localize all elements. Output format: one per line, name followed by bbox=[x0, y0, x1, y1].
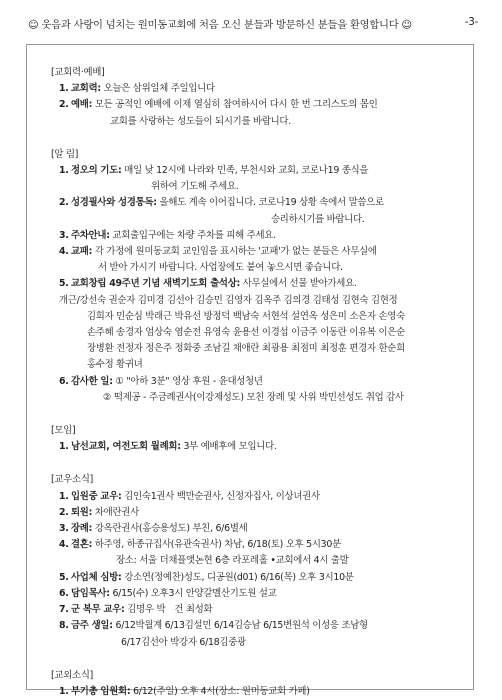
item-heading: 성경필사와 성경통독: bbox=[71, 197, 157, 209]
list-item bbox=[51, 276, 461, 292]
item-heading: 입원중 교우: bbox=[71, 490, 122, 502]
item-number: 1. bbox=[59, 165, 69, 177]
list-item bbox=[51, 97, 461, 129]
item-continuation: 위하여 기도해 주세요. bbox=[151, 181, 239, 193]
item-text: 올해도 계속 이어집니다. 코로나19 상황 속에서 말씀으로 bbox=[159, 197, 384, 209]
list-item bbox=[51, 374, 461, 406]
item-text: 각 가정에 원미동교회 교인임을 표시하는 '교패'가 없는 분들은 사무실에 bbox=[94, 246, 377, 258]
item-heading: 장례: bbox=[71, 523, 93, 535]
section-title: [교회력·예배] bbox=[51, 67, 105, 78]
header-welcome-text: ☺ 웃음과 사랑이 넘치는 원미동교회에 처음 오신 분들과 방문하신 분들을 환영합니다 ☺ bbox=[28, 19, 412, 31]
section-title: [교외소식] bbox=[51, 669, 94, 681]
item-heading: 부기총 임원회: bbox=[71, 685, 131, 697]
attendance-names bbox=[51, 293, 461, 374]
item-number: 8. bbox=[59, 620, 69, 632]
section-title: [교우소식] bbox=[51, 474, 94, 486]
item-number: 5. bbox=[59, 571, 69, 583]
item-heading: 남선교회, 여전도회 월례회: bbox=[71, 441, 181, 453]
item-number: 3. bbox=[59, 229, 69, 241]
item-continuation: 장소: 서울 더채플앳논현 6층 라포레홀 •교회에서 4시 출발 bbox=[116, 555, 349, 567]
item-text: 오늘은 삼위일체 주일입니다 bbox=[103, 83, 215, 95]
item-number: 4. bbox=[59, 539, 69, 551]
item-number: 2. bbox=[59, 506, 69, 518]
item-heading: 교회력: bbox=[71, 83, 101, 95]
item-text: ① "아하 3분" 영상 후원 - 윤대성청년 bbox=[115, 375, 263, 387]
list-item bbox=[51, 163, 461, 195]
page-header bbox=[28, 16, 478, 31]
item-heading: 교회창립 49주년 기념 새벽기도회 출석상: bbox=[71, 278, 241, 290]
section-meetings bbox=[51, 423, 461, 455]
names-line: 김희자 민순심 박래근 박유선 방정덕 백남숙 서현석 설연옥 성은미 소은자 손영숙 bbox=[87, 310, 405, 322]
item-text: 강옥란권사(홍승용성도) 부친, 6/6별세 bbox=[94, 523, 248, 535]
item-number: 7. bbox=[59, 604, 69, 616]
names-line: 개근/강선숙 권순자 김미경 김선아 김승민 김영자 김옥주 김의경 김태성 김현숙 김현정 bbox=[59, 294, 398, 306]
item-heading: 주차안내: bbox=[71, 229, 110, 241]
item-heading: 예배: bbox=[71, 99, 93, 111]
item-number: 1. bbox=[59, 441, 69, 453]
item-number: 1. bbox=[59, 685, 69, 697]
item-continuation: 서 받아 가시기 바랍니다. 사업장에도 붙여 놓으시면 좋습니다. bbox=[98, 262, 343, 274]
item-continuation: 6/17김선아 박강자 6/18김중광 bbox=[121, 636, 246, 648]
list-item bbox=[51, 195, 461, 227]
list-item bbox=[51, 570, 461, 586]
page-number: -3- bbox=[464, 16, 478, 28]
item-number: 1. bbox=[59, 490, 69, 502]
item-text: 6/12박월계 6/13김설민 6/14김승남 6/15변원석 이성응 조남형 bbox=[115, 620, 368, 632]
item-text: 김인숙1권사 백만순권사, 신정자집사, 이상녀권사 bbox=[124, 490, 320, 502]
item-text: 김명우 박 건 최성화 bbox=[127, 604, 213, 616]
item-continuation: 승리하시기를 바랍니다. bbox=[271, 213, 365, 225]
item-number: 2. bbox=[59, 197, 69, 209]
list-item bbox=[51, 489, 461, 505]
list-item bbox=[51, 439, 461, 455]
item-text: 차애란권사 bbox=[94, 506, 139, 518]
item-heading: 담임목사: bbox=[71, 587, 110, 599]
item-number: 1. bbox=[59, 83, 69, 95]
item-heading: 감사한 일: bbox=[71, 375, 113, 387]
item-number: 2. bbox=[59, 99, 69, 111]
list-item bbox=[51, 521, 461, 537]
item-number: 6. bbox=[59, 587, 69, 599]
list-item bbox=[51, 537, 461, 569]
item-text: 하주영, 하종규집사(유관숙권사) 차남, 6/18(토) 오후 5시30분 bbox=[94, 539, 341, 551]
list-item bbox=[51, 602, 461, 618]
list-item bbox=[51, 684, 461, 700]
item-number: 5. bbox=[59, 278, 69, 290]
list-item bbox=[51, 81, 461, 97]
item-heading: 교패: bbox=[71, 246, 93, 258]
item-number: 4. bbox=[59, 246, 69, 258]
list-item bbox=[51, 618, 461, 650]
item-text: 매일 낮 12시에 나라와 민족, 부천시와 교회, 코로나19 종식을 bbox=[124, 165, 369, 177]
section-announcements bbox=[51, 147, 461, 406]
section-external-news bbox=[51, 668, 461, 700]
bulletin-content bbox=[26, 44, 474, 697]
names-line: 손주혜 송경자 엄상숙 염순전 유영숙 윤용선 이경섭 이금주 이동란 이유복 이은순 bbox=[87, 327, 405, 339]
item-number: 6. bbox=[59, 375, 69, 387]
item-heading: 군 복무 교우: bbox=[71, 604, 125, 616]
item-subline: ② 떡제공 - 주금례권사(이강제성도) 모친 장례 및 사위 박민선성도 취업 감사 bbox=[103, 391, 404, 403]
item-number: 3. bbox=[59, 523, 69, 535]
item-continuation: 교회를 사랑하는 성도들이 되시기를 바랍니다. bbox=[110, 115, 291, 127]
item-text: 교회출입구에는 차량 주차를 피해 주세요. bbox=[112, 229, 276, 241]
section-member-news bbox=[51, 472, 461, 650]
list-item bbox=[51, 586, 461, 602]
section-church-calendar bbox=[51, 65, 461, 130]
list-item bbox=[51, 505, 461, 521]
item-text: 사무실에서 선물 받아가세요. bbox=[242, 278, 357, 290]
item-text: 모든 공적인 예배에 이제 열심히 참여하시어 다시 한 번 그리스도의 몸인 bbox=[94, 99, 378, 111]
section-title: [알 림] bbox=[51, 148, 79, 160]
names-line: 장병환 전정자 정은주 정화중 조남길 채애란 최광용 최점미 최정훈 편경자 한순희 bbox=[87, 343, 405, 355]
item-heading: 결혼: bbox=[71, 539, 93, 551]
names-line: 홍수정 황귀녀 bbox=[87, 359, 143, 371]
item-text: 6/12(주일) 오후 4시(장소: 원미동교회 카페) bbox=[133, 685, 310, 697]
item-text: 강소연(정예찬)성도, 디공원(d01) 6/16(목) 오후 3시10분 bbox=[124, 571, 354, 583]
item-text: 3부 예배후에 모입니다. bbox=[183, 441, 277, 453]
section-title: [모임] bbox=[51, 425, 76, 437]
item-text: 6/15(수) 오후3시 안양갈멜산기도원 설교 bbox=[112, 587, 277, 599]
list-item bbox=[51, 228, 461, 244]
item-heading: 사업체 심방: bbox=[71, 571, 122, 583]
item-heading: 금주 생일: bbox=[71, 620, 113, 632]
item-heading: 정오의 기도: bbox=[71, 165, 122, 177]
item-heading: 퇴원: bbox=[71, 506, 93, 518]
list-item bbox=[51, 244, 461, 276]
